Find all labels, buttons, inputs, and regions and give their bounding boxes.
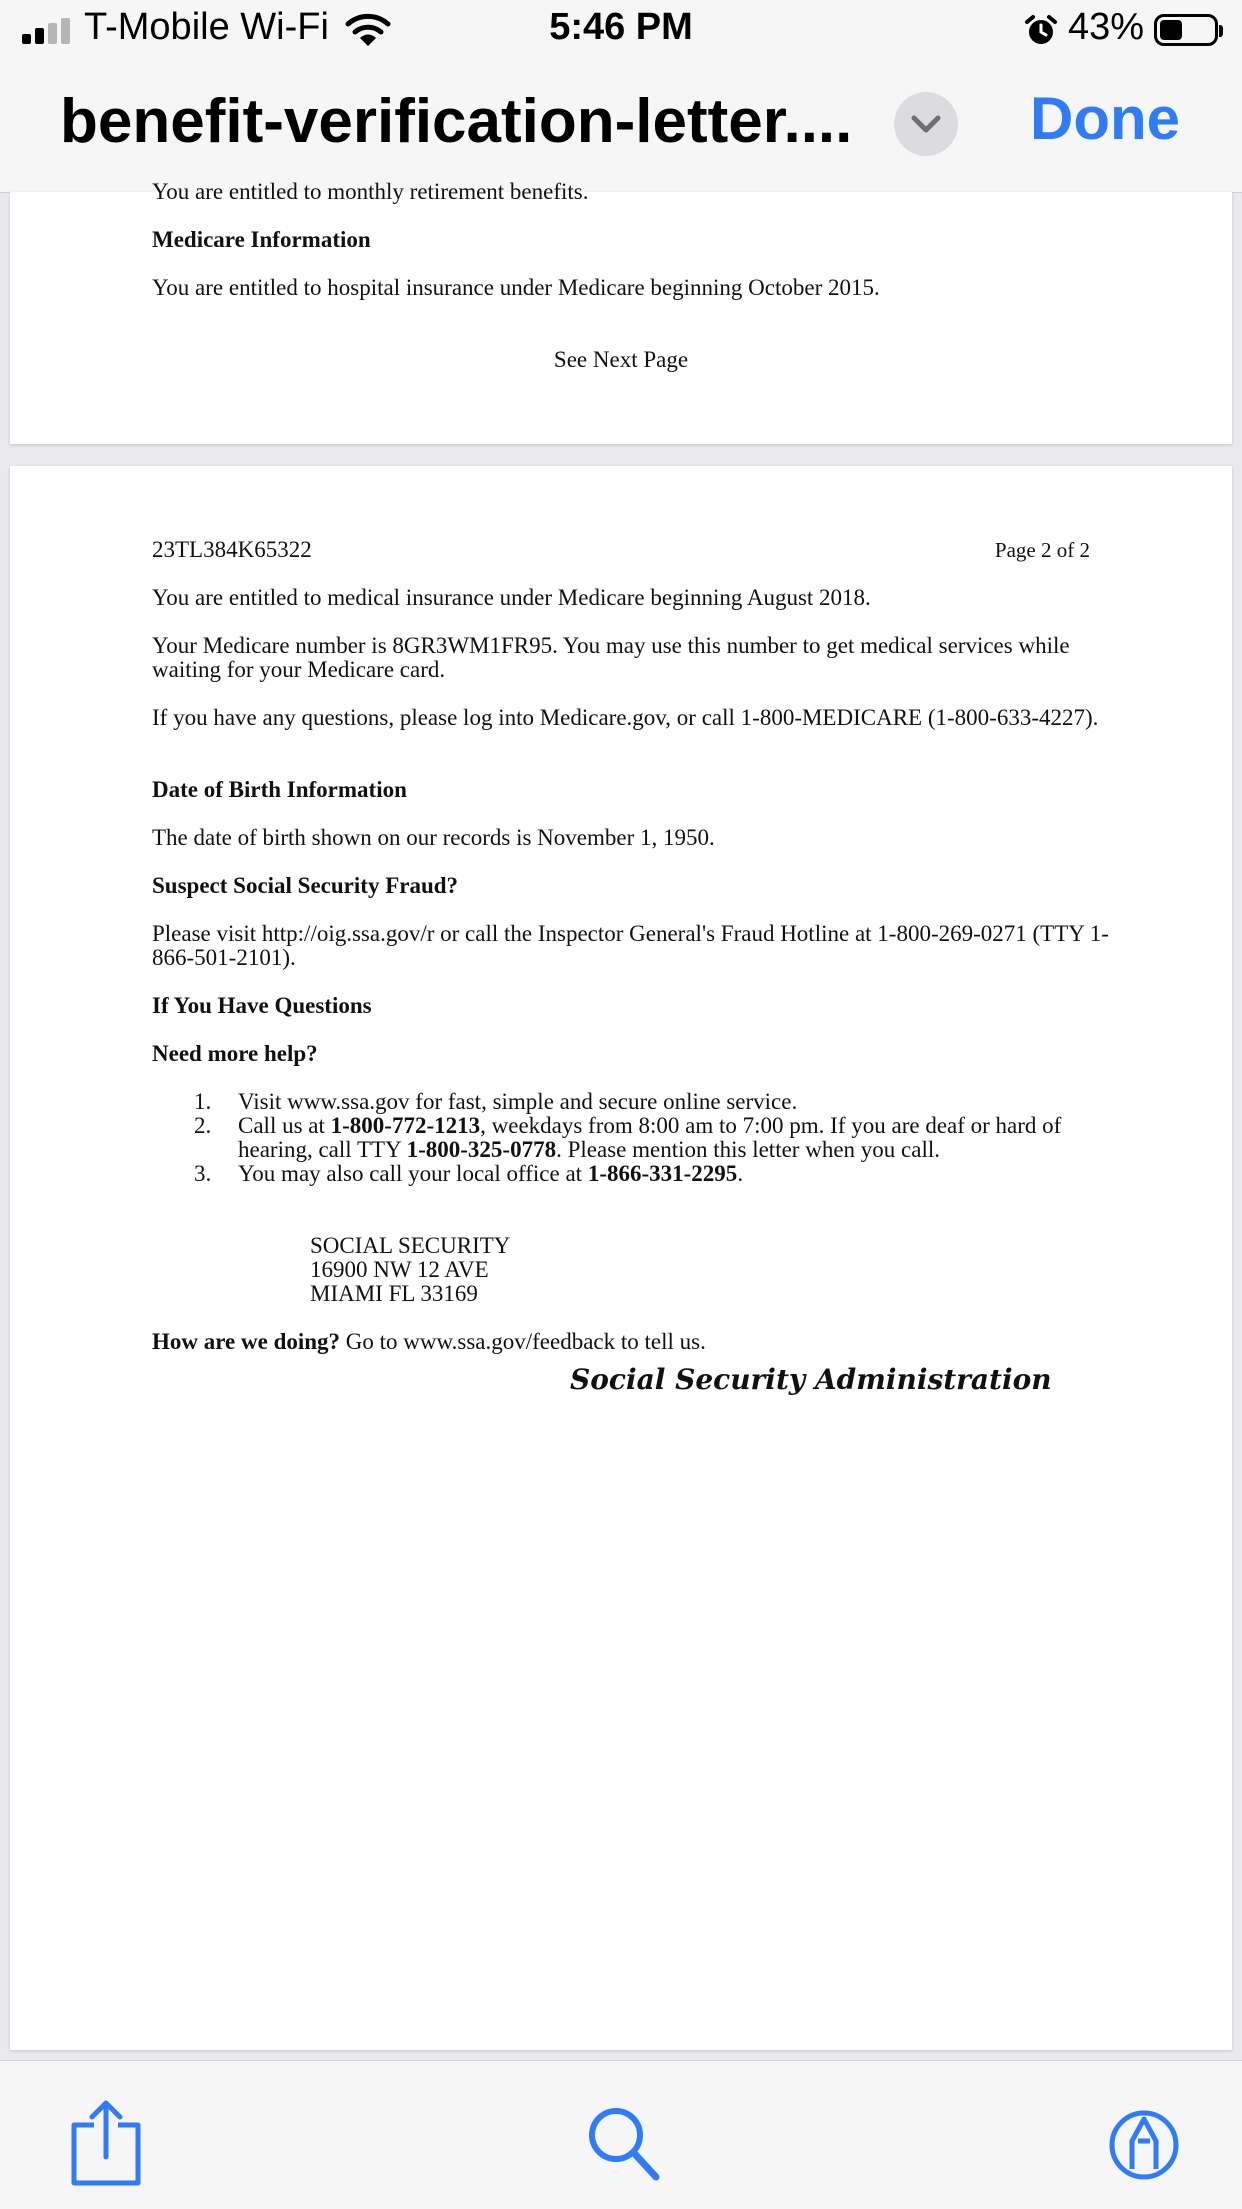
- clipped-text-line: You are entitled to monthly retirement benefits.: [152, 179, 589, 204]
- medicare-text: You are entitled to hospital insurance under Medicare beginning October 2015.: [152, 275, 880, 300]
- battery-percent: 43%: [1068, 6, 1145, 48]
- battery-level: [1160, 20, 1182, 40]
- dob-text: The date of birth shown on our records is November 1, 1950.: [152, 825, 715, 850]
- local-office-number: 1-866-331-2295: [587, 1161, 738, 1186]
- document-title: benefit-verification-letter....: [60, 87, 853, 156]
- list-item: 1. Visit www.ssa.gov for fast, simple and secure online service.: [194, 1089, 798, 1114]
- phone-number: 1-800-772-1213: [330, 1113, 481, 1138]
- page-number: Page 2 of 2: [994, 538, 1090, 562]
- chevron-down-icon: [894, 92, 958, 156]
- nav-bar: [0, 62, 1242, 193]
- dob-heading: Date of Birth Information: [152, 777, 407, 802]
- questions-heading: If You Have Questions: [152, 993, 372, 1018]
- alarm-icon: [1024, 14, 1058, 48]
- help-heading: Need more help?: [152, 1041, 318, 1066]
- carrier-label: T-Mobile Wi-Fi: [84, 6, 329, 48]
- see-next-page: See Next Page: [553, 347, 689, 372]
- fraud-heading: Suspect Social Security Fraud?: [152, 873, 459, 898]
- markup-icon[interactable]: [1104, 2097, 1184, 2187]
- paragraph-medical-insurance: You are entitled to medical insurance under Medicare beginning August 2018.: [152, 585, 871, 610]
- document-page-1: [10, 179, 1232, 444]
- help-list: [194, 1090, 1114, 1186]
- search-icon[interactable]: [584, 2097, 664, 2187]
- medicare-heading: Medicare Information: [152, 227, 371, 252]
- bottom-toolbar: [0, 2060, 1242, 2209]
- fraud-text: Please visit http://oig.ssa.gov/r or call the Inspector General's Fraud Hotline at 1-800-269-0271 (TTY 1-866-501-2101).: [152, 921, 1109, 970]
- share-icon[interactable]: [66, 2097, 146, 2187]
- paragraph-medicare-number: Your Medicare number is 8GR3WM1FR95. You may use this number to get medical services while waiting for your Medicare card.: [152, 633, 1070, 682]
- title-menu-button[interactable]: [894, 92, 958, 156]
- tty-number: 1-800-325-0778: [406, 1137, 557, 1162]
- document-page-2: [10, 466, 1232, 2050]
- list-item: 2. Call us at 1-800-772-1213, weekdays from 8:00 am to 7:00 pm. If you are deaf or hard of hearing, call TTY 1-800-325-0778. Please mention this letter when you call.: [194, 1113, 1062, 1162]
- office-address: SOCIAL SECURITY 16900 NW 12 AVE MIAMI FL 33169: [310, 1233, 511, 1306]
- status-time: 5:46 PM: [549, 6, 693, 48]
- done-button[interactable]: Done: [1030, 85, 1180, 152]
- paragraph-medicare-questions: If you have any questions, please log into Medicare.gov, or call 1-800-MEDICARE (1-800-633-4227).: [152, 705, 1099, 730]
- reference-id: 23TL384K65322: [152, 537, 312, 562]
- list-item: 3. You may also call your local office at 1-866-331-2295.: [194, 1161, 744, 1186]
- feedback-line: How are we doing? Go to www.ssa.gov/feedback to tell us.: [152, 1329, 706, 1354]
- status-bar: [0, 0, 1242, 62]
- battery-icon: [1154, 14, 1218, 46]
- signature: Social Security Administration: [570, 1363, 1052, 1396]
